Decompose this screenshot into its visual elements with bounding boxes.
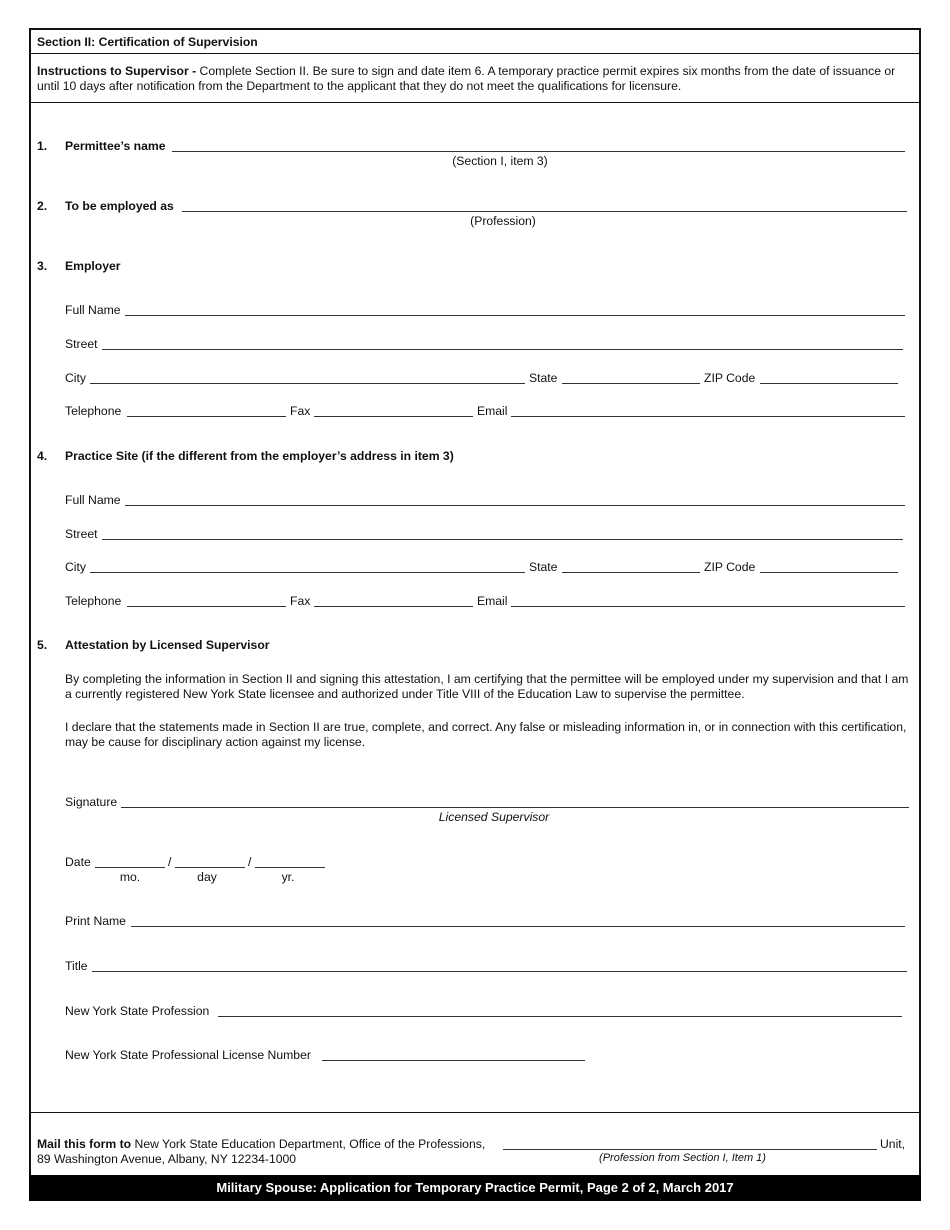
site-street-label: Street <box>65 527 98 541</box>
site-telephone-field[interactable] <box>127 606 286 607</box>
nys-profession-field[interactable] <box>218 1016 902 1017</box>
employer-full-name-label: Full Name <box>65 303 121 317</box>
item-number: 4. <box>37 449 48 463</box>
employer-fax-label: Fax <box>290 404 311 418</box>
date-month-caption: mo. <box>119 870 141 884</box>
attestation-heading: Attestation by Licensed Supervisor <box>65 638 270 652</box>
practice-site-heading: Practice Site (if the different from the employer’s address in item 3) <box>65 449 454 463</box>
date-separator: / <box>168 855 172 869</box>
mail-unit-field[interactable] <box>503 1149 877 1150</box>
divider <box>29 1112 921 1113</box>
employer-street-label: Street <box>65 337 98 351</box>
employer-heading: Employer <box>65 259 121 273</box>
title-label: Title <box>65 959 88 973</box>
employed-as-label: To be employed as <box>65 199 174 213</box>
mail-label: Mail this form to <box>37 1137 132 1151</box>
site-city-label: City <box>65 560 86 574</box>
item-number: 5. <box>37 638 48 652</box>
employer-full-name-field[interactable] <box>125 315 905 316</box>
attestation-paragraph: By completing the information in Section II and signing this attestation, I am certifying that the permittee will be employed under my supervision and that I am a currently registered New York State licensee and authorized under Title VIII of the Education Law to supervise the permittee. <box>65 672 909 701</box>
employer-city-label: City <box>65 371 86 385</box>
section-title: Section II: Certification of Supervision <box>37 35 258 49</box>
employer-state-field[interactable] <box>562 383 700 384</box>
license-number-label: New York State Professional License Number <box>65 1048 311 1062</box>
permittee-name-caption: (Section I, item 3) <box>452 154 548 168</box>
employer-telephone-field[interactable] <box>127 416 286 417</box>
site-email-field[interactable] <box>511 606 905 607</box>
date-day-field[interactable] <box>175 867 245 868</box>
item-number: 1. <box>37 139 48 153</box>
divider <box>29 102 921 103</box>
employer-fax-field[interactable] <box>314 416 473 417</box>
license-number-field[interactable] <box>322 1060 585 1061</box>
employer-email-field[interactable] <box>511 416 905 417</box>
date-month-field[interactable] <box>95 867 165 868</box>
permittee-name-label: Permittee’s name <box>65 139 166 153</box>
site-email-label: Email <box>477 594 508 608</box>
footer-bar: Military Spouse: Application for Temporary Practice Permit, Page 2 of 2, March 2017 <box>29 1175 921 1201</box>
divider <box>29 53 921 54</box>
instructions-text: Complete Section II. Be sure to sign and date item 6. A temporary practice permit expires six months from the date of issuance or until 10 days after notification from the Department to the applicant that they do not meet the qualifications for licensure. <box>37 64 896 93</box>
employer-zip-label: ZIP Code <box>704 371 756 385</box>
signature-caption: Licensed Supervisor <box>438 810 550 824</box>
site-street-field[interactable] <box>102 539 903 540</box>
date-year-caption: yr. <box>281 870 295 884</box>
instructions <box>37 64 915 94</box>
date-year-field[interactable] <box>255 867 325 868</box>
date-separator: / <box>248 855 252 869</box>
site-zip-field[interactable] <box>760 572 898 573</box>
date-day-caption: day <box>197 870 217 884</box>
employer-city-field[interactable] <box>90 383 525 384</box>
employer-telephone-label: Telephone <box>65 404 122 418</box>
declaration-paragraph: I declare that the statements made in Section II are true, complete, and correct. Any false or misleading information in, or in connection with this certification, may be cause for disciplinary action against my license. <box>65 720 907 749</box>
signature-label: Signature <box>65 795 118 809</box>
site-fax-label: Fax <box>290 594 311 608</box>
signature-field[interactable] <box>121 807 909 808</box>
date-label: Date <box>65 855 91 869</box>
permittee-name-field[interactable] <box>172 151 905 152</box>
item-number: 2. <box>37 199 48 213</box>
employed-as-field[interactable] <box>182 211 907 212</box>
mail-unit-label: Unit, <box>880 1137 906 1151</box>
item-number: 3. <box>37 259 48 273</box>
site-city-field[interactable] <box>90 572 525 573</box>
employer-zip-field[interactable] <box>760 383 898 384</box>
site-zip-label: ZIP Code <box>704 560 756 574</box>
site-state-label: State <box>529 560 558 574</box>
employed-as-caption: (Profession) <box>470 214 536 228</box>
site-state-field[interactable] <box>562 572 700 573</box>
site-full-name-field[interactable] <box>125 505 905 506</box>
mail-unit-caption: (Profession from Section I, Item 1) <box>599 1152 766 1164</box>
instructions-label: Instructions to Supervisor - <box>37 64 197 78</box>
site-telephone-label: Telephone <box>65 594 122 608</box>
site-fax-field[interactable] <box>314 606 473 607</box>
mail-instructions <box>37 1137 485 1151</box>
employer-street-field[interactable] <box>102 349 903 350</box>
print-name-label: Print Name <box>65 914 126 928</box>
title-field[interactable] <box>92 971 907 972</box>
site-full-name-label: Full Name <box>65 493 121 507</box>
employer-email-label: Email <box>477 404 508 418</box>
employer-state-label: State <box>529 371 558 385</box>
nys-profession-label: New York State Profession <box>65 1004 210 1018</box>
mail-address: 89 Washington Avenue, Albany, NY 12234-1000 <box>37 1152 297 1166</box>
print-name-field[interactable] <box>131 926 905 927</box>
mail-text: New York State Education Department, Office of the Professions, <box>131 1137 486 1151</box>
